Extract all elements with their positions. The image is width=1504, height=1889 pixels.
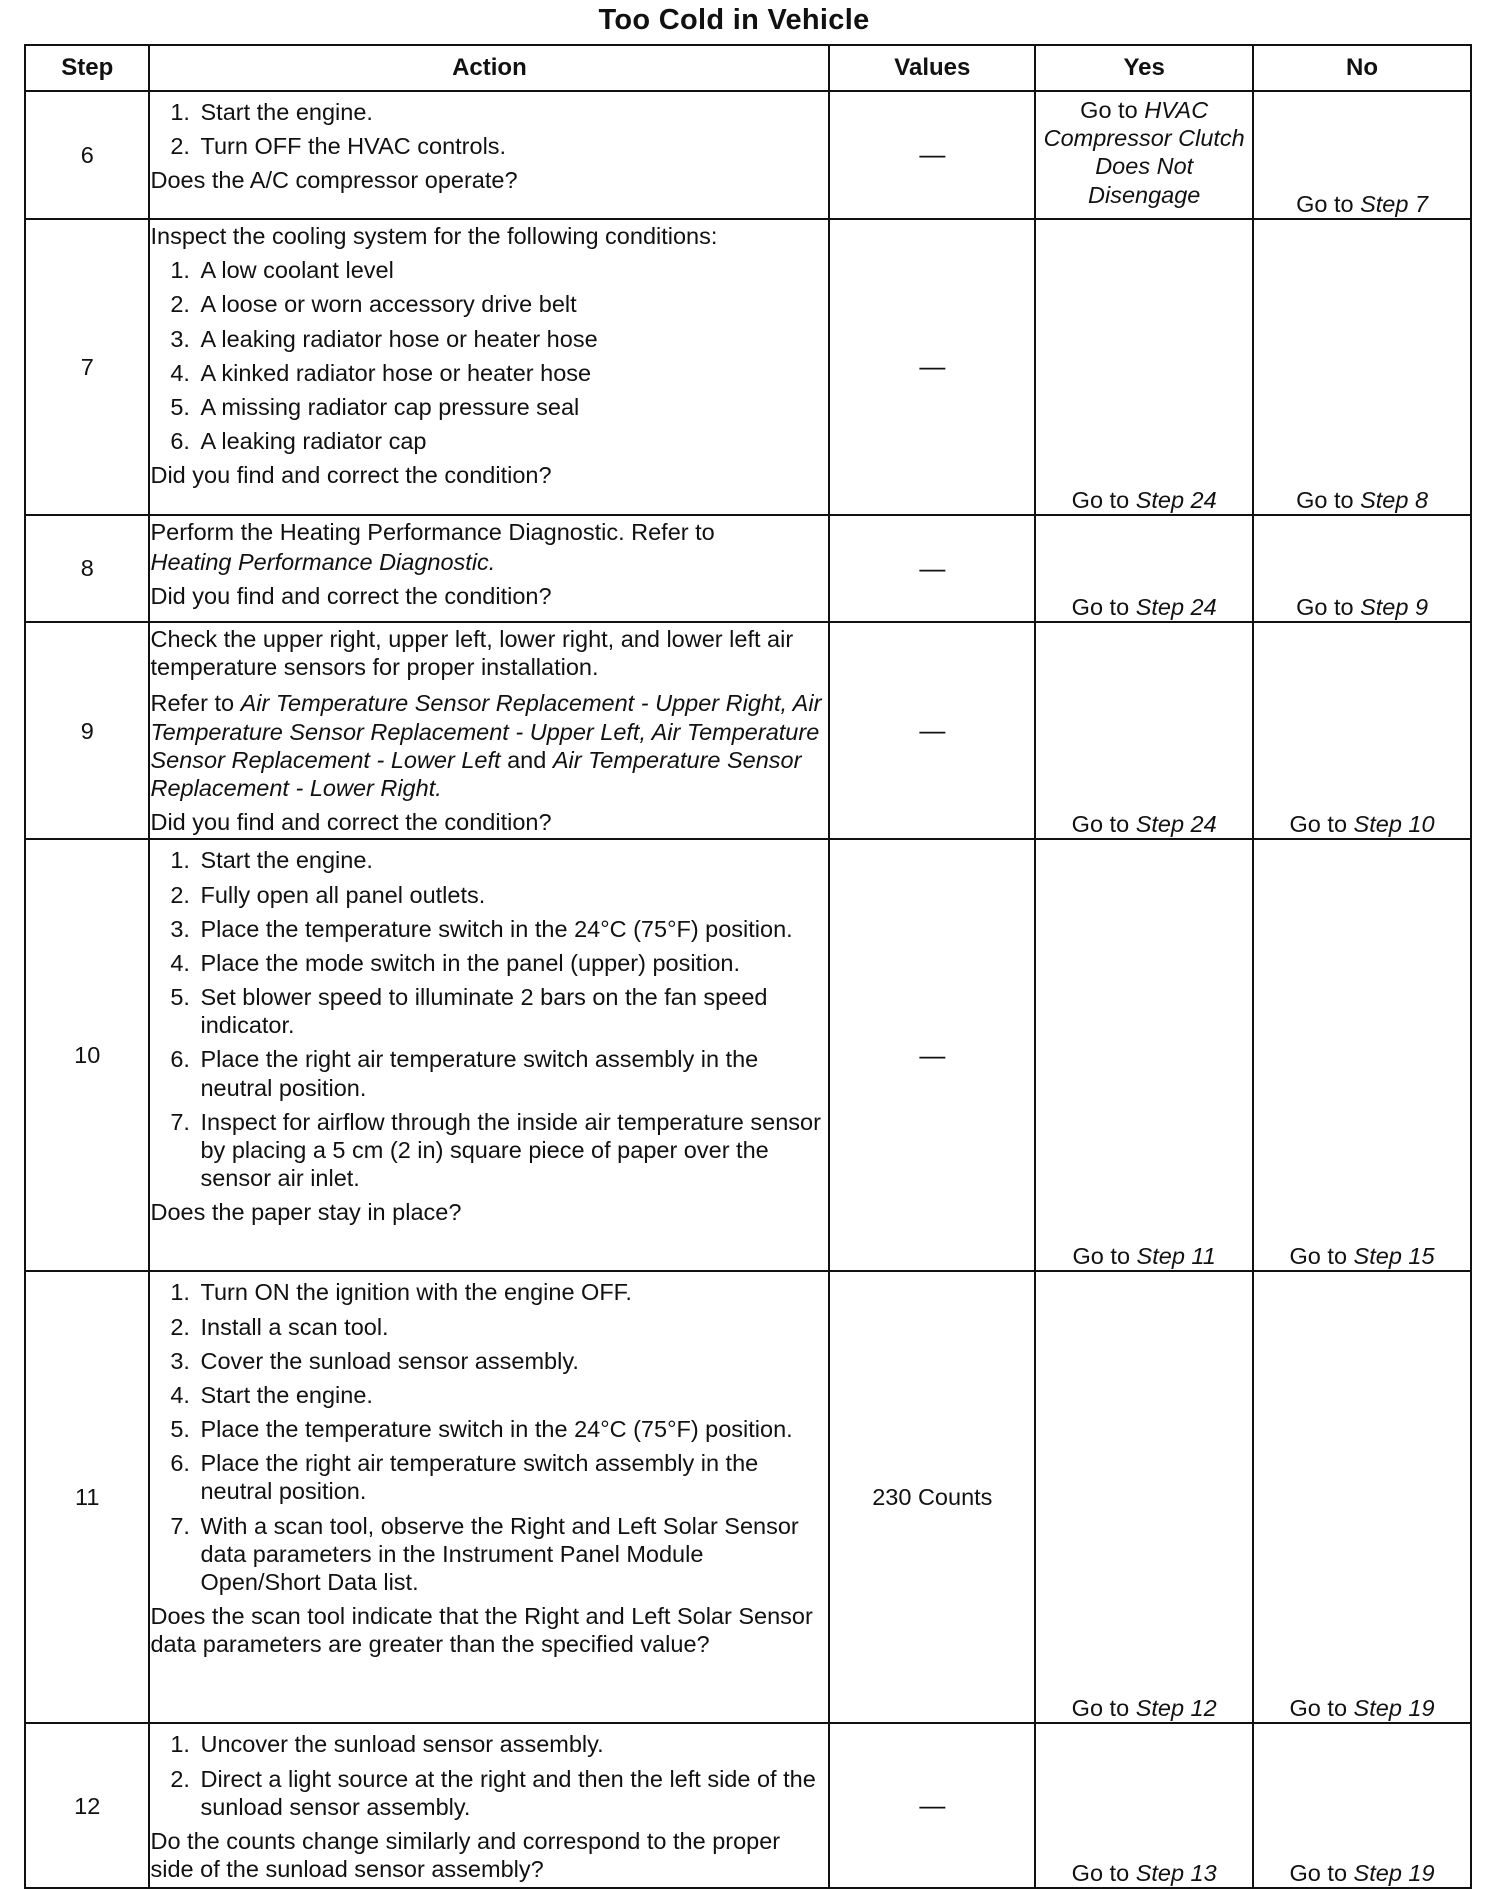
no-link[interactable]: Step 19 [1353, 1860, 1435, 1887]
no-value-dash: — [919, 1790, 946, 1821]
action-intro: Check the upper right, upper left, lower right, and lower left air temperature sensors for proper installation. [150, 626, 794, 681]
list-item: 6. Place the right air temperature switch assembly in the neutral position. [196, 1045, 828, 1101]
yes-link[interactable]: Step 11 [1136, 1243, 1216, 1270]
list-item: 7. Inspect for airflow through the inside air temperature sensor by placing a 5 cm (2 in) square piece of paper over the sensor air inlet. [196, 1108, 828, 1193]
no-cell [1253, 1271, 1471, 1723]
table-row [25, 219, 1471, 515]
action-question: Did you find and correct the condition? [150, 583, 552, 610]
action-cell [149, 219, 829, 515]
yes-link[interactable]: HVAC Compressor Clutch Does Not Disengage [1043, 97, 1245, 208]
yes-prefix: Go to [1071, 593, 1136, 620]
action-list [150, 1730, 828, 1821]
diagnostic-table [24, 44, 1472, 1889]
list-item: 1. A low coolant level [196, 256, 828, 284]
list-item: 4. Start the engine. [196, 1381, 828, 1409]
list-item: 1. Start the engine. [196, 98, 828, 126]
step-number: 6 [25, 91, 149, 219]
yes-prefix: Go to [1071, 811, 1136, 838]
refer-prefix: Refer to [150, 690, 241, 717]
action-cell [149, 622, 829, 839]
list-item: 4. A kinked radiator hose or heater hose [196, 359, 828, 387]
action-cell [149, 515, 829, 622]
action-cell [149, 1723, 829, 1888]
values-cell [829, 622, 1035, 839]
no-cell [1253, 1723, 1471, 1888]
yes-cell [1035, 1723, 1253, 1888]
list-item: 5. Set blower speed to illuminate 2 bars on the fan speed indicator. [196, 983, 828, 1039]
no-value-dash: — [919, 552, 946, 583]
action-cell [149, 1271, 829, 1723]
page-title: Too Cold in Vehicle [598, 4, 870, 36]
list-item: 3. A leaking radiator hose or heater hose [196, 325, 828, 353]
yes-link[interactable]: Step 13 [1135, 1860, 1217, 1887]
table-row [25, 1723, 1471, 1888]
action-intro: Perform the Heating Performance Diagnostic. Refer to [150, 519, 715, 545]
no-cell [1253, 515, 1471, 622]
no-link[interactable]: Step 8 [1360, 486, 1429, 513]
action-question: Did you find and correct the condition? [150, 462, 552, 489]
table-row [25, 515, 1471, 622]
header-row [25, 45, 1471, 91]
refer-and: and [500, 746, 553, 773]
no-cell [1253, 622, 1471, 839]
yes-link[interactable]: Step 12 [1135, 1695, 1217, 1722]
yes-cell [1035, 515, 1253, 622]
no-value-dash: — [919, 1039, 946, 1070]
no-value-dash: — [919, 139, 946, 170]
step-number: 10 [25, 839, 149, 1271]
step-number: 8 [25, 515, 149, 622]
action-question: Did you find and correct the condition? [150, 809, 552, 836]
list-item: 1. Start the engine. [196, 846, 828, 874]
values-cell [829, 515, 1035, 622]
values-cell [829, 839, 1035, 1271]
list-item: 2. Install a scan tool. [196, 1313, 828, 1341]
yes-cell [1035, 622, 1253, 839]
refer-links[interactable]: Air Temperature Sensor Replacement - Upper Right, Air Temperature Sensor Replacement - Upper Left, Air Temperature Sensor Replacement - Lower Left [150, 690, 822, 773]
yes-link[interactable]: Step 24 [1135, 811, 1217, 838]
no-cell [1253, 219, 1471, 515]
no-prefix: Go to [1289, 1695, 1354, 1722]
values-cell [829, 1723, 1035, 1888]
values-cell: 230 Counts [829, 1271, 1035, 1723]
action-list [150, 846, 828, 1192]
action-list [150, 98, 828, 160]
action-list [150, 256, 828, 455]
action-cell [149, 839, 829, 1271]
no-prefix: Go to [1296, 486, 1361, 513]
values-cell [829, 91, 1035, 219]
header-no: No [1253, 45, 1471, 91]
refer-link-last[interactable]: Air Temperature Sensor Replacement - Lower Right. [150, 746, 802, 801]
header-action: Action [149, 45, 829, 91]
header-values: Values [829, 45, 1035, 91]
yes-link[interactable]: Step 24 [1135, 486, 1217, 513]
yes-prefix: Go to [1071, 486, 1136, 513]
action-refer [150, 689, 828, 802]
step-number: 7 [25, 219, 149, 515]
list-item: 7. With a scan tool, observe the Right and Left Solar Sensor data parameters in the Instrument Panel Module Open/Short Data list. [196, 1512, 828, 1597]
action-question: Does the paper stay in place? [150, 1199, 462, 1226]
yes-cell [1035, 91, 1253, 219]
step-number: 12 [25, 1723, 149, 1888]
step-number: 9 [25, 622, 149, 839]
header-step: Step [25, 45, 149, 91]
action-list [150, 1278, 828, 1596]
no-link[interactable]: Step 7 [1360, 190, 1429, 217]
list-item: 1. Uncover the sunload sensor assembly. [196, 1730, 828, 1758]
yes-prefix: Go to [1071, 1860, 1136, 1887]
yes-cell [1035, 839, 1253, 1271]
list-item: 6. Place the right air temperature switch assembly in the neutral position. [196, 1449, 828, 1505]
yes-link[interactable]: Step 24 [1135, 593, 1217, 620]
no-link[interactable]: Step 10 [1353, 811, 1435, 838]
list-item: 2. Turn OFF the HVAC controls. [196, 132, 828, 160]
header-yes: Yes [1035, 45, 1253, 91]
no-cell [1253, 839, 1471, 1271]
yes-prefix: Go to [1072, 1243, 1137, 1270]
table-row [25, 1271, 1471, 1723]
list-item: 2. A loose or worn accessory drive belt [196, 290, 828, 318]
action-question: Does the scan tool indicate that the Right and Left Solar Sensor data parameters are greater than the specified value? [150, 1603, 813, 1658]
list-item: 3. Place the temperature switch in the 24°C (75°F) position. [196, 915, 828, 943]
no-prefix: Go to [1296, 593, 1361, 620]
action-intro: Inspect the cooling system for the following conditions: [150, 223, 718, 249]
action-cell [149, 91, 829, 219]
yes-cell [1035, 219, 1253, 515]
no-prefix: Go to [1296, 190, 1361, 217]
list-item: 6. A leaking radiator cap [196, 427, 828, 455]
table-row [25, 91, 1471, 219]
no-link[interactable]: Step 15 [1353, 1243, 1435, 1270]
no-link[interactable]: Step 9 [1360, 593, 1429, 620]
action-reference-link[interactable]: Heating Performance Diagnostic. [150, 549, 496, 576]
no-prefix: Go to [1289, 811, 1354, 838]
no-prefix: Go to [1289, 1243, 1354, 1270]
list-item: 4. Place the mode switch in the panel (upper) position. [196, 949, 828, 977]
no-link[interactable]: Step 19 [1353, 1695, 1435, 1722]
list-item: 1. Turn ON the ignition with the engine OFF. [196, 1278, 828, 1306]
no-value-dash: — [919, 715, 946, 746]
values-cell [829, 219, 1035, 515]
yes-prefix: Go to [1071, 1695, 1136, 1722]
step-number: 11 [25, 1271, 149, 1723]
no-cell [1253, 91, 1471, 219]
yes-prefix: Go to [1080, 97, 1145, 123]
list-item: 2. Fully open all panel outlets. [196, 881, 828, 909]
table-row [25, 839, 1471, 1271]
no-value-dash: — [919, 351, 946, 382]
list-item: 3. Cover the sunload sensor assembly. [196, 1347, 828, 1375]
action-question: Do the counts change similarly and correspond to the proper side of the sunload sensor assembly? [150, 1827, 781, 1883]
action-question: Does the A/C compressor operate? [150, 167, 518, 194]
no-prefix: Go to [1289, 1860, 1354, 1887]
list-item: 2. Direct a light source at the right and then the left side of the sunload sensor assembly. [196, 1765, 828, 1821]
table-row [25, 622, 1471, 839]
list-item: 5. A missing radiator cap pressure seal [196, 393, 828, 421]
list-item: 5. Place the temperature switch in the 24°C (75°F) position. [196, 1415, 828, 1443]
yes-cell [1035, 1271, 1253, 1723]
